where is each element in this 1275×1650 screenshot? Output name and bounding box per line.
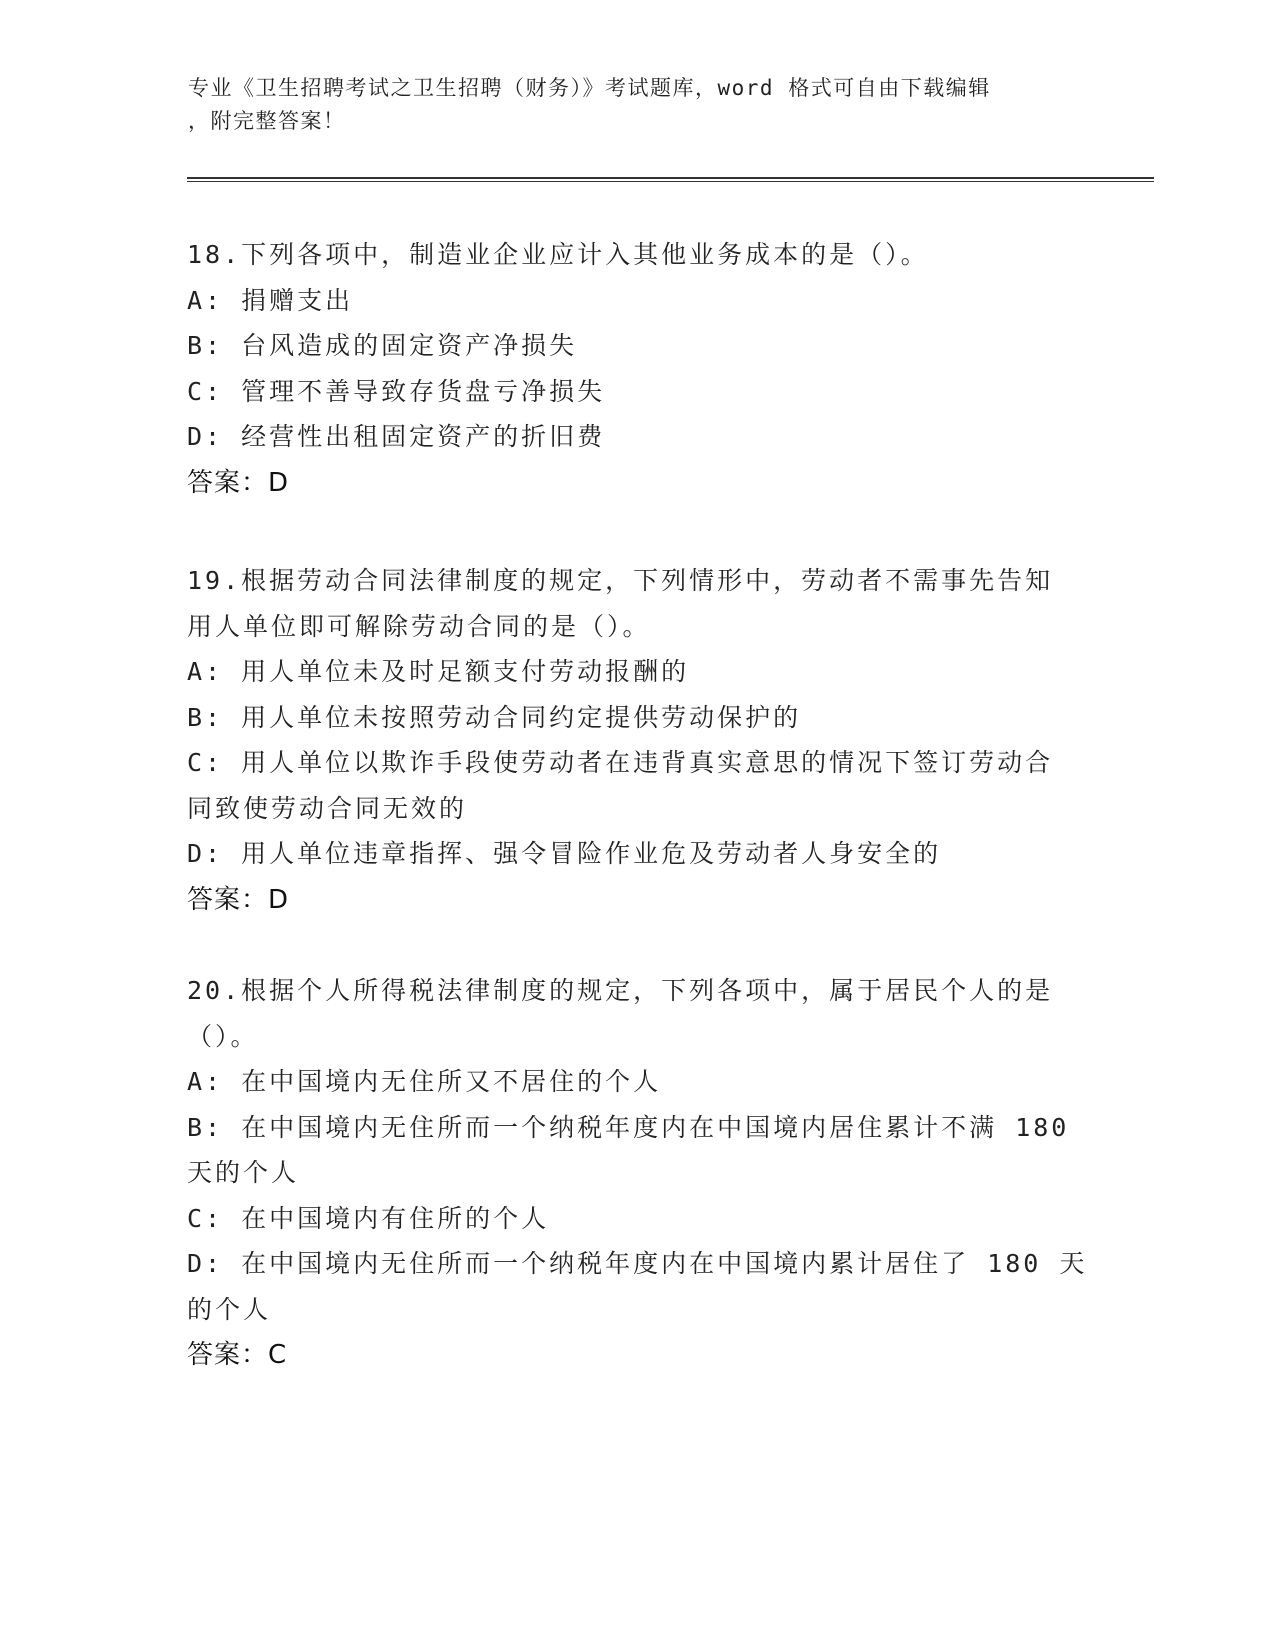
header-line-1: 专业《卫生招聘考试之卫生招聘（财务）》考试题库，word 格式可自由下载编辑 [188, 76, 991, 100]
option-b-continued: 天的个人 [187, 1158, 300, 1187]
option-c: C: 管理不善导致存货盘亏净损失 [187, 376, 606, 406]
answer-label: 答案：C [187, 1340, 288, 1370]
question-stem: 20.根据个人所得税法律制度的规定，下列各项中，属于居民个人的是 [187, 976, 1054, 1005]
option-d: D: 在中国境内无住所而一个纳税年度内在中国境内累计居住了 180 天 [187, 1249, 1088, 1278]
option-b: B: 用人单位未按照劳动合同约定提供劳动保护的 [187, 702, 802, 732]
question-18 [187, 232, 1087, 506]
option-b: B: 台风造成的固定资产净损失 [187, 331, 578, 360]
option-d-continued: 的个人 [187, 1294, 272, 1324]
question-19 [187, 558, 1087, 923]
option-b: B: 在中国境内无住所而一个纳税年度内在中国境内居住累计不满 180 [187, 1112, 1070, 1142]
option-c: C: 用人单位以欺诈手段使劳动者在违背真实意思的情况下签订劳动合 [187, 748, 1054, 777]
answer-label: 答案：D [187, 467, 290, 498]
option-c: C: 在中国境内有住所的个人 [187, 1203, 550, 1233]
option-d: D: 用人单位违章指挥、强令冒险作业危及劳动者人身安全的 [187, 839, 942, 868]
document-header [188, 72, 1088, 138]
question-20 [187, 968, 1087, 1378]
question-stem: 18.下列各项中，制造业企业应计入其他业务成本的是（）。 [187, 240, 929, 269]
question-stem-continued: 用人单位即可解除劳动合同的是（）。 [187, 611, 651, 641]
option-a: A: 用人单位未及时足额支付劳动报酬的 [187, 657, 690, 686]
header-divider [187, 177, 1154, 182]
option-d: D: 经营性出租固定资产的折旧费 [187, 422, 606, 451]
option-a: A: 在中国境内无住所又不居住的个人 [187, 1067, 662, 1096]
option-c-continued: 同致使劳动合同无效的 [187, 793, 468, 823]
header-line-2: ，附完整答案！ [188, 109, 346, 133]
question-stem: 19.根据劳动合同法律制度的规定，下列情形中，劳动者不需事先告知 [187, 566, 1054, 595]
answer-label: 答案：D [187, 884, 290, 915]
option-a: A: 捐赠支出 [187, 285, 354, 315]
question-stem-continued: （）。 [187, 1021, 259, 1051]
